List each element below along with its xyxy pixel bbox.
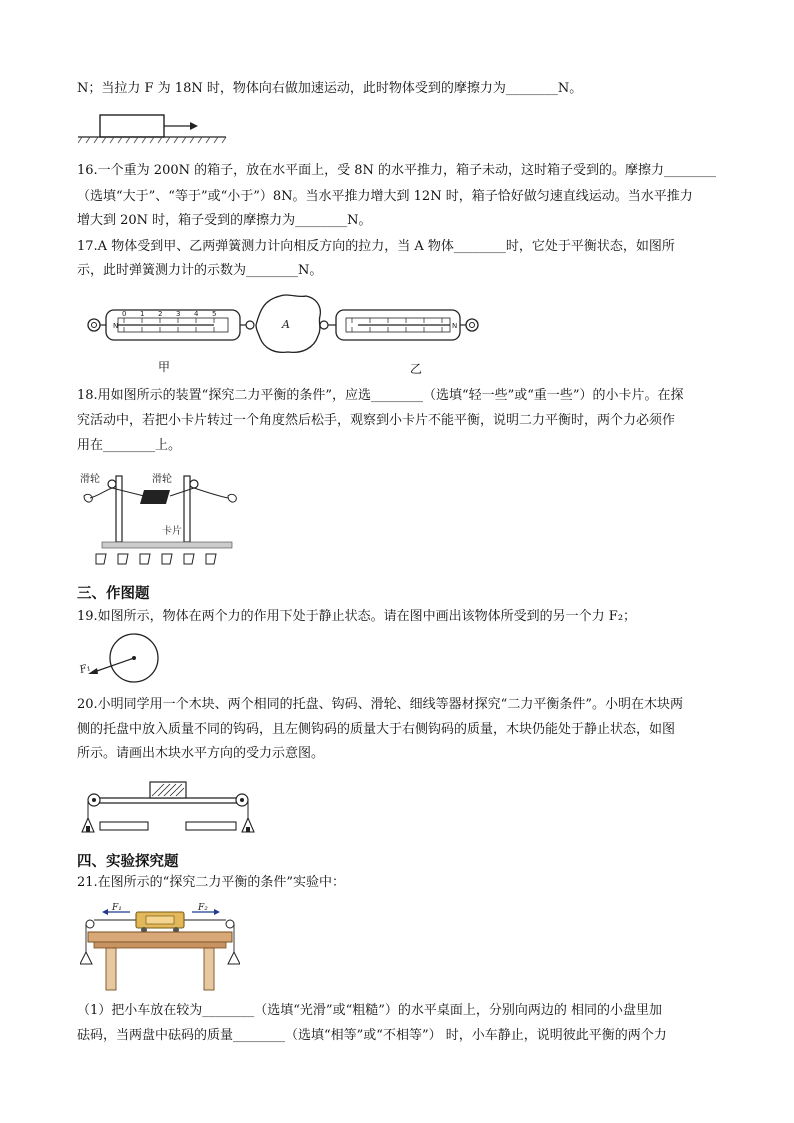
text-line: 16.一个重为 200N 的箱子，放在水平面上，受 8N 的水平推力，箱子未动，这时箱子受到的。摩擦力________: [77, 163, 717, 178]
text-line: 21.在图所示的“探究二力平衡的条件”实验中：: [77, 875, 345, 890]
spring-scales-figure: [84, 290, 484, 362]
svg-text:N: N: [452, 322, 458, 330]
text-line: （选填“大于”、“等于”或“小于”）8N。当水平推力增大到 12N 时，箱子恰好做匀速直线运动。当水平推力: [77, 189, 693, 204]
scale-tick: 2: [158, 310, 163, 318]
text-line: 侧的托盘中放入质量不同的钩码，且左侧钩码的质量大于右侧钩码的质量，木块仍能处于静止状态，如图: [77, 722, 676, 737]
block-on-ground-figure: [78, 112, 228, 146]
pulley-right-label: 滑轮: [152, 474, 172, 485]
scale-tick: 3: [176, 310, 181, 318]
text-line: 18.用如图所示的装置“探究二力平衡的条件”，应选________（选填“轻一些”或“重一些”）的小卡片。在探: [77, 388, 684, 403]
force-f1-label: F₁: [78, 662, 93, 676]
text-line: 20.小明同学用一个木块、两个相同的托盘、钩码、滑轮、细线等器材探究“二力平衡条件”。小明在木块两: [77, 697, 683, 712]
text-line: 用在________上。: [77, 438, 182, 453]
scale-tick: 1: [140, 310, 145, 318]
meter-right-label: 乙: [410, 362, 423, 376]
text-line: （1）把小车放在较为________（选填“光滑”或“粗糙”）的水平桌面上，分别向两边的 相同的小盘里加: [77, 1003, 662, 1018]
cart-f2-label: F₂: [198, 903, 208, 913]
card-label: 卡片: [162, 526, 182, 537]
circle-force-figure: [78, 632, 168, 684]
section-heading: 三、作图题: [77, 586, 150, 602]
cart-table-figure: [80, 898, 240, 994]
object-a-label: A: [282, 318, 290, 331]
text-line: 19.如图所示，物体在两个力的作用下处于静止状态。请在图中画出该物体所受到的另一个力 F₂；: [77, 609, 637, 624]
cart-f1-label: F₁: [112, 903, 122, 913]
meter-left-label: 甲: [158, 360, 171, 374]
text-line: N；当拉力 F 为 18N 时，物体向右做加速运动，此时物体受到的摩擦力为________N。: [77, 81, 583, 96]
scale-tick: 5: [212, 310, 217, 318]
text-line: 砝码，当两盘中砝码的质量________（选填“相等”或“不相等”） 时，小车静止，说明彼此平衡的两个力: [77, 1028, 667, 1043]
scale-tick: 0: [122, 310, 127, 318]
text-line: 增大到 20N 时，箱子受到的摩擦力为________N。: [77, 213, 372, 228]
block-pans-figure: [80, 778, 260, 836]
text-line: 17.A 物体受到甲、乙两弹簧测力计向相反方向的拉力，当 A 物体________时，它处于平衡状态，如图所: [77, 239, 675, 254]
section-heading: 四、实验探究题: [77, 854, 179, 870]
text-line: 究活动中，若把小卡片转过一个角度然后松手，观察到小卡片不能平衡，说明二力平衡时，两个力必须作: [77, 413, 676, 428]
pulley-left-label: 滑轮: [80, 474, 100, 485]
text-line: 所示。请画出木块水平方向的受力示意图。: [77, 746, 325, 761]
card-pulley-figure: [78, 466, 248, 570]
text-line: 示，此时弹簧测力计的示数为________N。: [77, 263, 323, 278]
scale-tick: 4: [194, 310, 199, 318]
svg-text:N: N: [113, 322, 119, 330]
